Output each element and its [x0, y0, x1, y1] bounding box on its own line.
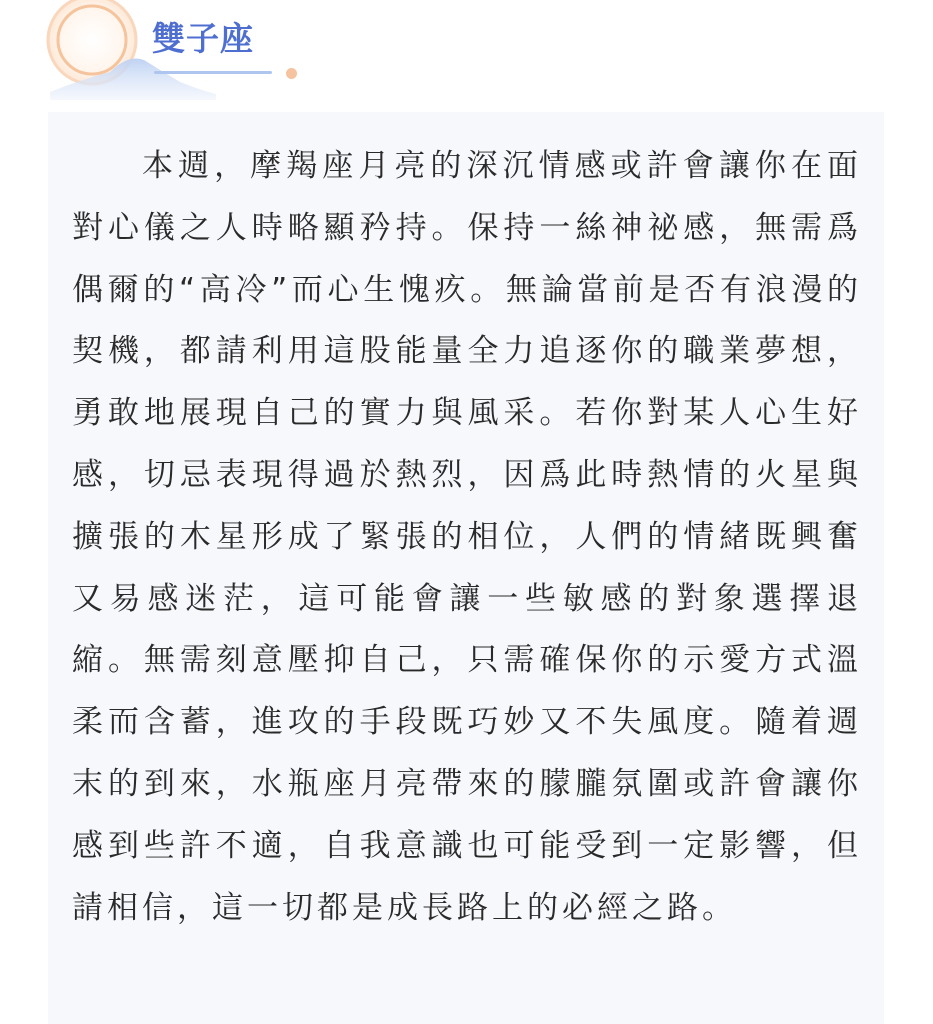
horoscope-paragraph: 本週，摩羯座月亮的深沉情感或許會讓你在面對心儀之人時略顯矜持。保持一絲神祕感，無需爲偶爾的“高冷”而心生愧疚。無論當前是否有浪漫的契機，都請利用這股能量全力追逐你的職業夢想，勇敢地展現自己的實力與風采。若你對某人心生好感，切忌表現得過於熱烈，因爲此時熱情的火星與擴張的木星形成了緊張的相位，人們的情緒既興奮又易感迷茫，這可能會讓一些敏感的對象選擇退縮。無需刻意壓抑自己，只需確保你的示愛方式溫柔而含蓄，進攻的手段既巧妙又不失風度。隨着週末的到來，水瓶座月亮帶來的朦朧氛圍或許會讓你感到些許不適，自我意識也可能受到一定影響，但請相信，這一切都是成長路上的必經之路。: [72, 148, 862, 926]
title-underline: [154, 71, 272, 74]
section-header: [0, 0, 933, 110]
decorative-dot: [286, 68, 297, 79]
horoscope-card: [48, 112, 884, 1024]
page-title: 雙子座: [152, 19, 254, 58]
